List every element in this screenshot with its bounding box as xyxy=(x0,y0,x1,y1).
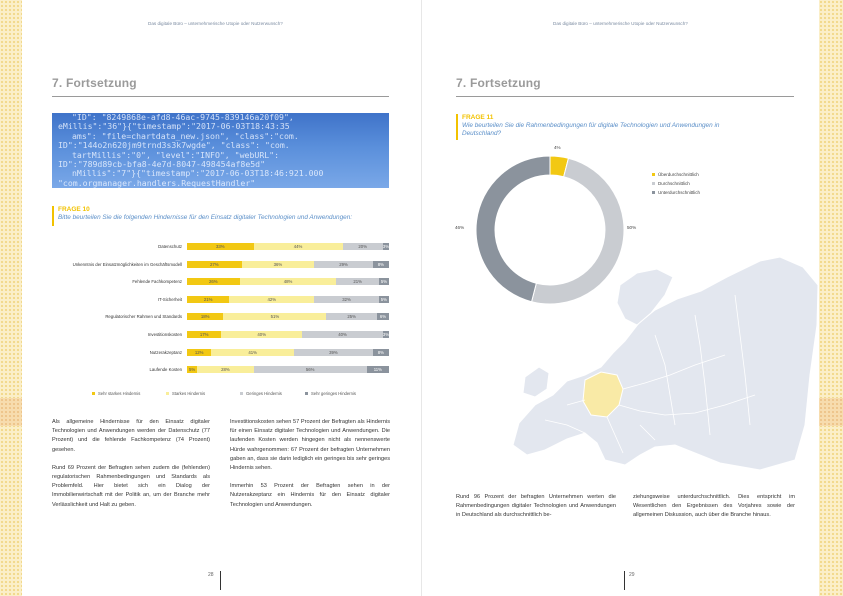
code-line: ID":"144o2n620jm9trnd3s3k7wgde", "class": "com. xyxy=(58,140,290,151)
bar-segment: 17% xyxy=(187,331,221,338)
data-code-photo xyxy=(52,113,389,188)
framework-donut-chart xyxy=(470,150,630,310)
bar-segment: 11% xyxy=(367,366,389,373)
bar-segment: 51% xyxy=(223,313,326,320)
bar-row xyxy=(187,331,389,338)
legend-item xyxy=(305,391,356,396)
code-line: tartMillis":"0", "level":"INFO", "webURL": xyxy=(72,149,280,160)
question-label: FRAGE 10 xyxy=(58,206,90,213)
page-fold xyxy=(421,0,422,596)
legend-label: Durchschnittlich xyxy=(658,181,690,186)
legend-item xyxy=(652,170,700,179)
bar-segment: 3% xyxy=(382,244,389,249)
bar-segment: 18% xyxy=(187,313,223,320)
decorative-band xyxy=(819,398,843,426)
bar-category-label: Laufende Kosten xyxy=(149,367,182,373)
donut-slice xyxy=(476,156,550,302)
bar-segment: 40% xyxy=(302,331,383,338)
legend-swatch xyxy=(652,173,655,176)
legend-label: Unterdurchschnittlich xyxy=(658,190,701,195)
paragraph: Als allgemeine Hindernisse für den Einsatz digitaler Technologien und Anwendungen werden der Datenschutz (77 Prozent) und die fehlende Fachkompetenz (74 Prozent) gesehen. xyxy=(52,419,210,453)
legend-swatch xyxy=(305,392,308,395)
bar-segment: 21% xyxy=(336,278,378,285)
legend-swatch xyxy=(652,191,655,194)
bar-row xyxy=(187,243,389,250)
body-column-3 xyxy=(456,493,616,530)
bar-segment: 6% xyxy=(377,313,389,320)
donut-legend xyxy=(652,170,700,197)
body-column-1 xyxy=(52,418,210,519)
donut-slice xyxy=(532,158,624,304)
donut-value-label: 46% xyxy=(455,225,465,230)
bar-row xyxy=(187,278,389,285)
decorative-band xyxy=(0,398,22,426)
bar-category-label: Investitionskosten xyxy=(147,332,182,337)
british-isles xyxy=(523,367,549,397)
bar-segment: 33% xyxy=(187,243,254,250)
bar-segment: 32% xyxy=(314,296,379,303)
bar-segment: 21% xyxy=(187,296,229,303)
question-label: FRAGE 11 xyxy=(462,114,494,121)
bar-segment: 5% xyxy=(380,296,388,302)
page-tick-left xyxy=(220,571,221,590)
chapter-rule-left xyxy=(52,96,389,97)
paragraph: Rund 96 Prozent der befragten Unternehmen werten die Rahmenbedingungen digitaler Technologien und Anwendungen in Deutschland als durchschnittlich be- xyxy=(456,494,616,519)
question-marker xyxy=(52,206,54,226)
bar-segment: 29% xyxy=(314,261,373,268)
paragraph: Rund 69 Prozent der Befragten sehen zudem die (fehlenden) regulatorischen Rahmenbedingungen und Standards als Problemfeld. Hier bietet sich ein Dialog der Immobilienwirtschaft mit der Politik an, um der Branche mehr Verlässlichkeit und Halt zu geben. xyxy=(52,464,210,508)
legend-swatch xyxy=(92,392,95,395)
bar-category-label: Datenschutz xyxy=(158,244,182,249)
chapter-title-right: 7. Fortsetzung xyxy=(456,76,541,90)
page-tick-right xyxy=(624,571,625,590)
question-text: Wie beurteilen Sie die Rahmenbedingungen für digitale Technologien und Anwendungen in Deutschland? xyxy=(462,122,720,137)
bar-category-label: IT-Sicherheit xyxy=(157,296,182,302)
legend-label: Sehr starkes Hindernis xyxy=(98,391,141,396)
bar-segment: 42% xyxy=(229,296,314,303)
body-column-4 xyxy=(633,493,795,530)
question-marker xyxy=(456,114,458,140)
code-line: ID":"789d89cb-bfa8-4e7d-8047-498454af8e5d" xyxy=(58,159,266,169)
chapter-title-left: 7. Fortsetzung xyxy=(52,76,137,90)
donut-value-label: 4% xyxy=(554,145,561,150)
legend-item xyxy=(166,391,205,396)
bar-segment: 5% xyxy=(380,279,388,285)
donut-value-label: 50% xyxy=(627,225,637,230)
legend-swatch xyxy=(652,182,655,185)
code-line: ams": "file=chartdata_new.json", "class":"com. xyxy=(72,130,299,141)
legend-item xyxy=(652,188,700,197)
bar-row xyxy=(187,366,389,373)
bar-segment: 27% xyxy=(187,261,242,268)
bar-segment: 8% xyxy=(373,349,389,356)
bar-category-label: Fehlende Fachkompetenz xyxy=(132,279,182,285)
decorative-right-edge xyxy=(819,0,843,596)
running-head-right: Das digitale Büro – unternehmerische Utopie oder Nutzerwunsch? xyxy=(553,21,688,26)
bar-category-label: Unkenntnis der Einsatzmöglichkeiten im Geschäftsmodell xyxy=(72,261,182,267)
bar-segment: 20% xyxy=(343,243,383,250)
page-number-right: 29 xyxy=(629,572,635,578)
code-line: eMillis":"36"}{"timestamp":"2017-06-03T18:43:35 xyxy=(58,121,290,132)
legend-label: Starkes Hindernis xyxy=(172,391,206,396)
bar-row xyxy=(187,349,389,356)
legend-label: Geringes Hindernis xyxy=(246,391,282,396)
paragraph: Investitionskosten sehen 57 Prozent der Befragten als Hindernis für einen Einsatz digitaler Technologien und Anwendungen. Die laufenden Kosten werden hingegen nicht als nennenswerte Hürde wahrgenommen: 67 Prozent der befragten Unternehmen gaben an, dass sie darin lediglich ein geringes bis sehr geringes Hindernis sehen. xyxy=(230,419,390,472)
bar-segment: 5% xyxy=(188,367,196,373)
paragraph: ziehungsweise unterdurchschnittlich. Dies entspricht im Wesentlichen den Ergebnissen des Vorjahres sowie der allgemeinen Diskussion, auch über die Branche hinaus. xyxy=(633,494,795,519)
legend-item xyxy=(652,179,700,188)
bar-segment: 56% xyxy=(254,366,367,373)
paragraph: Immerhin 53 Prozent der Befragten sehen in der Nutzerakzeptanz ein Hindernis für den Einsatz digitaler Technologien und Anwendungen. xyxy=(230,483,390,508)
question-text: Bitte beurteilen Sie die folgenden Hindernisse für den Einsatz digitaler Technologien und Anwendungen: xyxy=(58,214,353,221)
bar-row xyxy=(187,313,389,320)
legend-item xyxy=(92,391,140,396)
bar-segment: 12% xyxy=(187,349,211,356)
legend-item xyxy=(240,391,282,396)
code-line: "ID": "8249868e-afd8-46ac-9745-839146a20f09", xyxy=(72,113,294,122)
code-line: nMillis":"7"}{"timestamp":"2017-06-03T18:46:921.000 xyxy=(72,168,324,179)
bar-segment: 8% xyxy=(373,261,389,268)
legend-swatch xyxy=(166,392,169,395)
bar-segment: 44% xyxy=(254,243,343,250)
bar-segment: 26% xyxy=(187,278,240,285)
bar-row xyxy=(187,261,389,268)
bar-row xyxy=(187,296,389,303)
running-head-left: Das digitale Büro – unternehmerische Utopie oder Nutzerwunsch? xyxy=(148,21,283,26)
bar-segment: 3% xyxy=(382,332,389,337)
bar-segment: 25% xyxy=(326,313,377,320)
chapter-rule-right xyxy=(456,96,794,97)
bar-segment: 36% xyxy=(242,261,315,268)
bar-segment: 48% xyxy=(240,278,337,285)
legend-label: Überdurchschnittlich xyxy=(658,172,699,177)
bar-segment: 39% xyxy=(294,349,373,356)
bar-category-label: Regulatorischer Rahmen und Standards xyxy=(105,314,182,320)
bar-category-label: Nutzerakzeptanz xyxy=(149,349,182,355)
body-column-2 xyxy=(230,418,390,519)
bar-segment: 28% xyxy=(197,366,254,373)
code-line: "com.orgmanager.handlers.RequestHandler" xyxy=(58,177,256,188)
bar-segment: 41% xyxy=(211,349,294,356)
page-number-left: 28 xyxy=(208,572,214,578)
decorative-left-edge xyxy=(0,0,22,596)
bar-segment: 40% xyxy=(221,331,302,338)
legend-swatch xyxy=(240,392,243,395)
legend-label: Sehr geringes Hindernis xyxy=(311,391,356,396)
